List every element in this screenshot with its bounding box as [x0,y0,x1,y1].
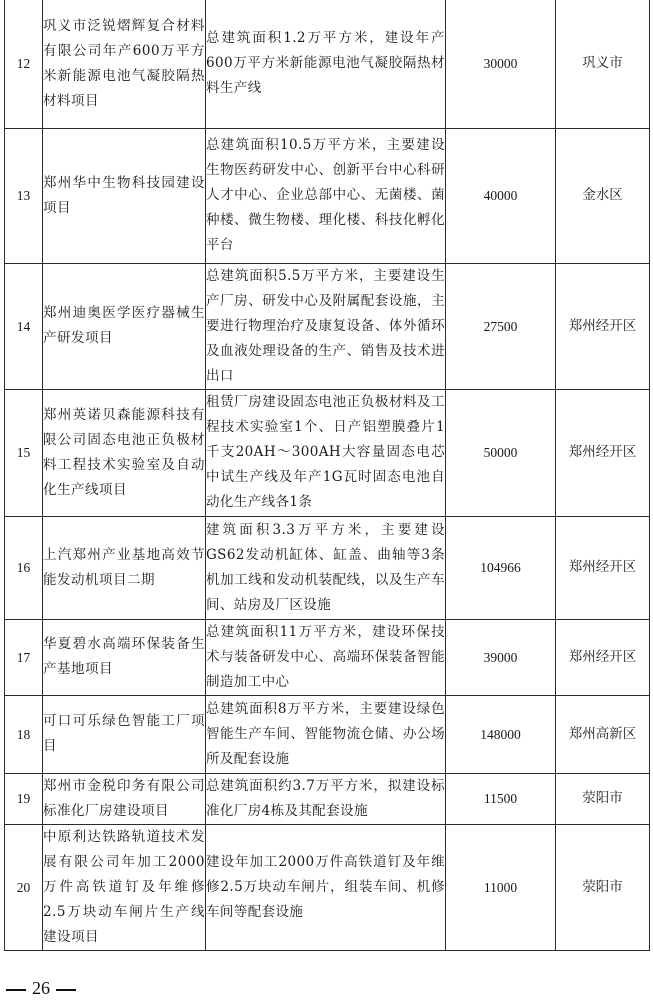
row-number: 17 [5,619,43,695]
project-location: 金水区 [556,128,650,263]
investment-amount: 148000 [446,695,556,773]
row-number: 14 [5,263,43,389]
table-row [5,619,650,695]
project-table [4,0,650,951]
project-location: 郑州经开区 [556,619,650,695]
row-number: 15 [5,389,43,516]
investment-amount: 30000 [446,0,556,128]
project-name: 可口可乐绿色智能工厂项目 [43,695,206,773]
project-name: 巩义市泛锐熠辉复合材料有限公司年产600万平方米新能源电池气凝胶隔热材料项目 [43,0,206,128]
project-content: 建筑面积3.3万平方米，主要建设GS62发动机缸体、缸盖、曲轴等3条机加工线和发动机装配线，以及生产车间、站房及厂区设施 [206,516,446,619]
project-content: 总建筑面积8万平方米，主要建设绿色智能生产车间、智能物流仓储、办公场所及配套设施 [206,695,446,773]
footer-dash-left [6,989,26,991]
project-name: 上汽郑州产业基地高效节能发动机项目二期 [43,516,206,619]
row-number: 13 [5,128,43,263]
project-content: 总建筑面积10.5万平方米，主要建设生物医药研发中心、创新平台中心科研人才中心、企业总部中心、无菌楼、菌种楼、微生物楼、理化楼、科技化孵化平台 [206,128,446,263]
investment-amount: 40000 [446,128,556,263]
table-row [5,695,650,773]
investment-amount: 27500 [446,263,556,389]
project-name: 中原利达铁路轨道技术发展有限公司年加工2000万件高铁道钉及年维修2.5万块动车闸片生产线建设项目 [43,824,206,950]
row-number: 20 [5,824,43,950]
row-number: 19 [5,773,43,824]
table-row [5,516,650,619]
footer-dash-right [56,989,76,991]
project-location: 荥阳市 [556,773,650,824]
investment-amount: 11000 [446,824,556,950]
project-content: 总建筑面积1.2万平方米，建设年产600万平方米新能源电池气凝胶隔热材料生产线 [206,0,446,128]
project-name: 华夏碧水高端环保装备生产基地项目 [43,619,206,695]
table-row [5,0,650,128]
project-name: 郑州英诺贝森能源科技有限公司固态电池正负极材料工程技术实验室及自动化生产线项目 [43,389,206,516]
project-content: 总建筑面积11万平方米，建设环保技术与装备研发中心、高端环保装备智能制造加工中心 [206,619,446,695]
project-location: 荥阳市 [556,824,650,950]
page-number: 26 [32,978,50,998]
table-row [5,389,650,516]
table-row [5,128,650,263]
project-content: 建设年加工2000万件高铁道钉及年维修2.5万块动车闸片，组装车间、机修车间等配套设施 [206,824,446,950]
row-number: 12 [5,0,43,128]
row-number: 16 [5,516,43,619]
table-row [5,263,650,389]
project-name: 郑州市金税印务有限公司标准化厂房建设项目 [43,773,206,824]
project-location: 郑州高新区 [556,695,650,773]
project-name: 郑州迪奥医学医疗器械生产研发项目 [43,263,206,389]
investment-amount: 39000 [446,619,556,695]
project-location: 郑州经开区 [556,263,650,389]
project-name: 郑州华中生物科技园建设项目 [43,128,206,263]
investment-amount: 50000 [446,389,556,516]
table-row [5,773,650,824]
table-row [5,824,650,950]
investment-amount: 104966 [446,516,556,619]
page-footer [0,978,120,999]
project-content: 租赁厂房建设固态电池正负极材料及工程技术实验室1个、日产铝塑膜叠片1千支20AH～300AH大容量固态电芯中试生产线及年产1G瓦时固态电池自动化生产线各1条 [206,389,446,516]
project-location: 巩义市 [556,0,650,128]
project-location: 郑州经开区 [556,389,650,516]
project-content: 总建筑面积5.5万平方米，主要建设生产厂房、研发中心及附属配套设施，主要进行物理治疗及康复设备、体外循环及血液处理设备的生产、销售及技术进出口 [206,263,446,389]
investment-amount: 11500 [446,773,556,824]
row-number: 18 [5,695,43,773]
project-content: 总建筑面积约3.7万平方米，拟建设标准化厂房4栋及其配套设施 [206,773,446,824]
project-location: 郑州经开区 [556,516,650,619]
